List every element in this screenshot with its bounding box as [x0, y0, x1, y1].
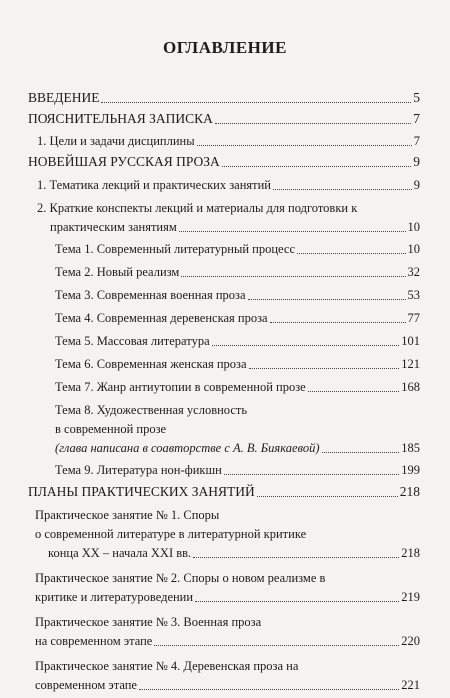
toc-entry-text: на современном этапе	[35, 634, 153, 648]
toc-leader	[270, 322, 406, 323]
toc-page-number: 32	[407, 265, 420, 279]
toc-leader	[154, 645, 399, 646]
toc-entry-text: практическим занятиям	[50, 220, 177, 234]
toc-page-number: 9	[413, 154, 420, 169]
toc-page-number: 7	[413, 111, 420, 126]
toc-entry-text: Тема 3. Современная военная проза	[55, 288, 246, 302]
toc-entry-text: Тема 8. Художественная условность	[55, 403, 248, 417]
toc-entry-text: о современной литературе в литературной критике	[35, 527, 307, 541]
toc-entry-text: Практическое занятие № 2. Споры о новом реализме в	[35, 571, 326, 585]
toc-page-number: 219	[401, 590, 420, 604]
toc-page-number: 5	[413, 90, 420, 105]
toc-entry-text: Практическое занятие № 3. Военная проза	[35, 615, 262, 629]
toc-entry	[28, 88, 420, 108]
toc-leader	[308, 391, 400, 392]
toc-leader	[179, 231, 406, 232]
toc-entry-text: ВВЕДЕНИЕ	[28, 90, 100, 105]
toc-entry	[28, 378, 420, 397]
toc-leader	[195, 601, 399, 602]
toc-entry-text: ПОЯСНИТЕЛЬНАЯ ЗАПИСКА	[28, 111, 213, 126]
toc-entry-text: современном этапе	[35, 678, 137, 692]
toc-entry	[28, 286, 420, 305]
toc-entry-text: конца XX – начала XXI вв.	[48, 546, 192, 560]
toc-page-number: 199	[401, 463, 420, 477]
toc-entry	[28, 613, 420, 651]
toc-entry	[28, 176, 420, 195]
toc-entry-text: Тема 4. Современная деревенская проза	[55, 311, 268, 325]
toc-entry	[28, 332, 420, 351]
toc-page-number: 10	[407, 242, 420, 256]
toc-page-number: 7	[413, 134, 420, 148]
toc-entry-text: Тема 2. Новый реализм	[55, 265, 180, 279]
toc-leader	[224, 474, 399, 475]
toc-page-number: 218	[399, 484, 420, 499]
toc-page-number: 221	[401, 678, 420, 692]
toc-leader	[181, 276, 405, 277]
toc-leader	[139, 689, 399, 690]
toc-entry-text: Тема 6. Современная женская проза	[55, 357, 247, 371]
toc-entry	[28, 482, 420, 502]
toc-entry-text: Практическое занятие № 4. Деревенская проза на	[35, 659, 299, 673]
toc-entry-text: Тема 7. Жанр антиутопии в современной прозе	[55, 380, 306, 394]
toc-leader	[101, 102, 411, 103]
toc-leader	[257, 496, 398, 497]
toc-page-number: 10	[407, 220, 420, 234]
toc-leader	[297, 253, 406, 254]
toc-entry-text: НОВЕЙШАЯ РУССКАЯ ПРОЗА	[28, 154, 220, 169]
toc-entry-text: Тема 1. Современный литературный процесс	[55, 242, 295, 256]
toc-page-number: 168	[401, 380, 420, 394]
toc-leader	[212, 345, 400, 346]
toc-entry	[28, 355, 420, 374]
toc-entry	[28, 199, 420, 237]
toc-page-number: 218	[401, 546, 420, 560]
toc-entry	[28, 240, 420, 259]
toc-leader	[273, 189, 412, 190]
toc-entry	[28, 152, 420, 172]
toc-page-number: 9	[413, 178, 420, 192]
toc-page-number: 77	[407, 311, 420, 325]
toc-page-number: 53	[407, 288, 420, 302]
toc-entry	[28, 109, 420, 129]
toc-leader	[193, 557, 399, 558]
toc-page-number: 101	[401, 334, 420, 348]
toc-page-number: 185	[401, 441, 420, 455]
toc-entry-text: ПЛАНЫ ПРАКТИЧЕСКИХ ЗАНЯТИЙ	[28, 484, 255, 499]
toc-leader	[249, 368, 400, 369]
toc-entry	[28, 569, 420, 607]
toc-entry	[28, 263, 420, 282]
toc-leader	[197, 145, 412, 146]
toc-leader	[248, 299, 406, 300]
toc-entry-text: Тема 5. Массовая литература	[55, 334, 210, 348]
toc-leader	[322, 452, 400, 453]
toc-entry-text: 1. Цели и задачи дисциплины	[37, 134, 195, 148]
toc-page-number: 121	[401, 357, 420, 371]
toc-entry	[28, 309, 420, 328]
toc-entry	[28, 132, 420, 151]
page-title: ОГЛАВЛЕНИЕ	[163, 38, 287, 57]
toc-entry	[28, 506, 420, 563]
toc-entry	[28, 401, 420, 458]
toc-entry-text: критике и литературоведении	[35, 590, 194, 604]
toc-leader	[222, 166, 411, 167]
toc-entry-text: Тема 9. Литература нон-фикшн	[55, 463, 222, 477]
toc-entry-text: 2. Краткие конспекты лекций и материалы для подготовки к	[37, 201, 358, 215]
toc-entry-text: 1. Тематика лекций и практических занятий	[37, 178, 271, 192]
toc-entry	[28, 657, 420, 695]
toc-entry	[28, 461, 420, 480]
toc-entry-note: (глава написана в соавторстве с А. В. Биякаевой)	[55, 441, 320, 455]
toc-entry-text: Практическое занятие № 1. Споры	[35, 508, 220, 522]
toc-leader	[215, 123, 411, 124]
toc-entry-text: в современной прозе	[55, 422, 167, 436]
table-of-contents	[28, 84, 420, 695]
toc-page-number: 220	[401, 634, 420, 648]
